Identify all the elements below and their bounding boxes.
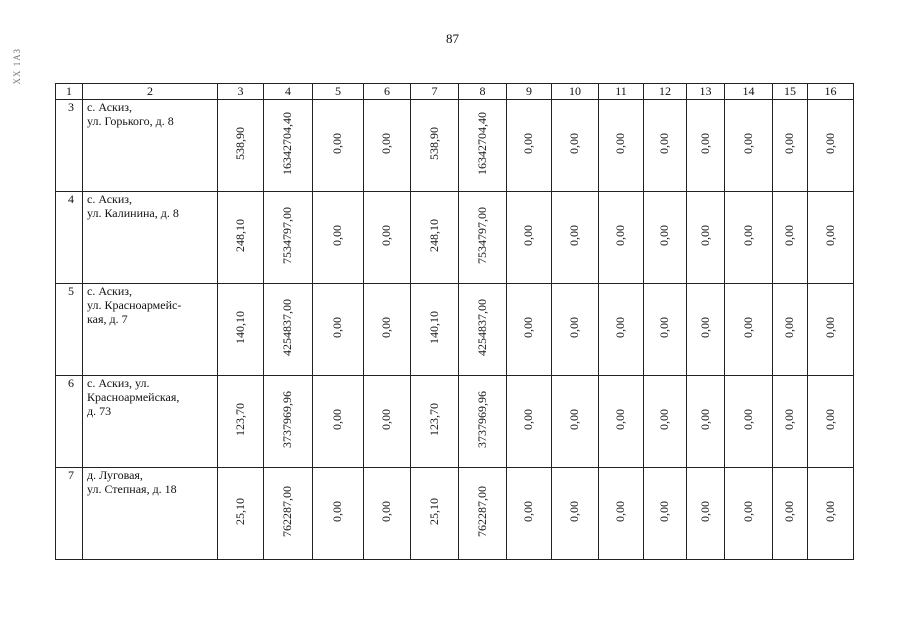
value-cell-col-4 [264, 192, 313, 284]
value-cell-col-4 [264, 284, 313, 376]
value-cell-col-9 [507, 284, 552, 376]
value-cell-col-8 [459, 376, 507, 468]
value-text: 0,00 [740, 225, 755, 247]
value-text: 0,00 [657, 133, 672, 155]
value-text: 4254837,00 [474, 299, 489, 357]
value-cell-col-8 [459, 468, 507, 560]
data-table [55, 83, 854, 560]
value-cell-col-13 [687, 284, 725, 376]
table-row [56, 100, 854, 192]
value-text: 0,00 [657, 317, 672, 339]
value-text: 0,00 [330, 225, 345, 247]
value-cell-col-6 [364, 100, 411, 192]
value-cell-col-10 [552, 192, 599, 284]
value-text: 140,10 [232, 311, 247, 345]
value-cell-col-3 [218, 284, 264, 376]
value-text: 0,00 [697, 501, 712, 523]
table-row [56, 376, 854, 468]
value-text: 7534797,00 [280, 207, 295, 265]
value-text: 16342704,40 [474, 112, 489, 176]
value-cell-col-15 [773, 100, 808, 192]
value-text: 0,00 [330, 133, 345, 155]
value-text: 3737969,96 [474, 391, 489, 449]
column-header-3: 3 [218, 84, 264, 100]
value-cell-col-6 [364, 376, 411, 468]
value-cell-col-16 [808, 284, 854, 376]
value-cell-col-4 [264, 100, 313, 192]
column-header-14: 14 [725, 84, 773, 100]
address-cell [83, 100, 218, 192]
value-cell-col-4 [264, 468, 313, 560]
value-text: 0,00 [657, 225, 672, 247]
value-text: 248,10 [232, 219, 247, 253]
table-header-row [56, 84, 854, 100]
address-line: ул. Красноармейс- [87, 297, 182, 312]
value-text: 0,00 [613, 133, 628, 155]
value-text: 123,70 [232, 403, 247, 437]
value-cell-col-5 [313, 100, 364, 192]
value-text: 0,00 [330, 317, 345, 339]
value-text: 538,90 [232, 127, 247, 161]
row-number: 7 [56, 468, 83, 560]
value-cell-col-3 [218, 100, 264, 192]
value-text: 0,00 [740, 317, 755, 339]
address-line: д. 73 [87, 403, 112, 418]
value-text: 762287,00 [474, 486, 489, 538]
address-cell [83, 192, 218, 284]
value-cell-col-15 [773, 376, 808, 468]
value-text: 0,00 [379, 409, 394, 431]
value-cell-col-7 [411, 376, 459, 468]
address-line: с. Аскиз, [87, 100, 133, 114]
value-text: 538,90 [426, 127, 441, 161]
value-text: 140,10 [426, 311, 441, 345]
address-line: ул. Калинина, д. 8 [87, 205, 179, 220]
value-cell-col-3 [218, 376, 264, 468]
value-text: 0,00 [822, 317, 837, 339]
value-cell-col-16 [808, 192, 854, 284]
address-line: ул. Горького, д. 8 [87, 113, 174, 128]
value-text: 0,00 [567, 225, 582, 247]
value-cell-col-5 [313, 284, 364, 376]
value-cell-col-3 [218, 192, 264, 284]
value-text: 25,10 [426, 498, 441, 526]
value-cell-col-10 [552, 468, 599, 560]
side-stamp: XX 1АЗ [12, 48, 22, 85]
value-cell-col-13 [687, 468, 725, 560]
value-text: 0,00 [567, 501, 582, 523]
row-number: 6 [56, 376, 83, 468]
address-cell [83, 376, 218, 468]
value-text: 0,00 [379, 317, 394, 339]
value-text: 0,00 [740, 409, 755, 431]
value-cell-col-6 [364, 468, 411, 560]
column-header-5: 5 [313, 84, 364, 100]
value-cell-col-9 [507, 192, 552, 284]
column-header-4: 4 [264, 84, 313, 100]
address-cell [83, 284, 218, 376]
column-header-2: 2 [83, 84, 218, 100]
value-cell-col-14 [725, 468, 773, 560]
value-text: 0,00 [782, 317, 797, 339]
value-text: 0,00 [567, 317, 582, 339]
value-cell-col-12 [644, 284, 687, 376]
value-cell-col-13 [687, 192, 725, 284]
value-text: 0,00 [697, 225, 712, 247]
page-number: 87 [446, 31, 459, 46]
value-cell-col-11 [599, 192, 644, 284]
value-text: 0,00 [697, 409, 712, 431]
value-text: 0,00 [613, 317, 628, 339]
value-cell-col-3 [218, 468, 264, 560]
value-cell-col-11 [599, 376, 644, 468]
value-cell-col-12 [644, 192, 687, 284]
value-text: 0,00 [567, 133, 582, 155]
value-cell-col-15 [773, 468, 808, 560]
column-header-12: 12 [644, 84, 687, 100]
value-text: 0,00 [697, 317, 712, 339]
value-cell-col-10 [552, 376, 599, 468]
value-cell-col-6 [364, 192, 411, 284]
value-cell-col-9 [507, 100, 552, 192]
column-header-16: 16 [808, 84, 854, 100]
value-cell-col-8 [459, 284, 507, 376]
table-body [56, 84, 854, 560]
value-cell-col-11 [599, 100, 644, 192]
value-text: 0,00 [379, 501, 394, 523]
column-header-11: 11 [599, 84, 644, 100]
column-header-9: 9 [507, 84, 552, 100]
value-cell-col-12 [644, 468, 687, 560]
value-cell-col-15 [773, 284, 808, 376]
value-text: 0,00 [521, 317, 536, 339]
value-text: 0,00 [657, 501, 672, 523]
value-text: 25,10 [232, 498, 247, 526]
value-text: 0,00 [613, 501, 628, 523]
value-text: 0,00 [521, 225, 536, 247]
value-text: 0,00 [613, 409, 628, 431]
value-cell-col-6 [364, 284, 411, 376]
column-header-6: 6 [364, 84, 411, 100]
row-number: 3 [56, 100, 83, 192]
value-text: 0,00 [379, 225, 394, 247]
value-text: 0,00 [697, 133, 712, 155]
column-header-10: 10 [552, 84, 599, 100]
column-header-15: 15 [773, 84, 808, 100]
value-text: 0,00 [521, 501, 536, 523]
value-cell-col-16 [808, 376, 854, 468]
value-cell-col-14 [725, 100, 773, 192]
value-cell-col-14 [725, 376, 773, 468]
address-cell [83, 468, 218, 560]
value-cell-col-7 [411, 284, 459, 376]
value-text: 0,00 [740, 133, 755, 155]
value-cell-col-14 [725, 192, 773, 284]
value-text: 0,00 [657, 409, 672, 431]
value-text: 7534797,00 [474, 207, 489, 265]
table-row [56, 468, 854, 560]
row-number: 4 [56, 192, 83, 284]
value-cell-col-4 [264, 376, 313, 468]
address-line: с. Аскиз, ул. [87, 376, 150, 390]
value-cell-col-5 [313, 468, 364, 560]
value-cell-col-10 [552, 100, 599, 192]
value-cell-col-7 [411, 468, 459, 560]
value-text: 0,00 [782, 133, 797, 155]
column-header-13: 13 [687, 84, 725, 100]
value-text: 0,00 [379, 133, 394, 155]
data-table-container [55, 83, 854, 560]
value-cell-col-16 [808, 100, 854, 192]
address-line: с. Аскиз, [87, 192, 133, 206]
value-text: 0,00 [521, 133, 536, 155]
value-text: 0,00 [822, 225, 837, 247]
value-text: 248,10 [426, 219, 441, 253]
value-text: 0,00 [782, 225, 797, 247]
column-header-1: 1 [56, 84, 83, 100]
address-line: ул. Степная, д. 18 [87, 481, 177, 496]
value-cell-col-12 [644, 100, 687, 192]
value-text: 0,00 [330, 409, 345, 431]
value-cell-col-7 [411, 100, 459, 192]
value-cell-col-16 [808, 468, 854, 560]
address-line: кая, д. 7 [87, 311, 128, 326]
value-cell-col-13 [687, 376, 725, 468]
value-text: 16342704,40 [280, 112, 295, 176]
address-line: Красноармейская, [87, 389, 180, 404]
column-header-8: 8 [459, 84, 507, 100]
value-cell-col-10 [552, 284, 599, 376]
value-text: 0,00 [330, 501, 345, 523]
value-text: 0,00 [613, 225, 628, 247]
value-text: 0,00 [782, 409, 797, 431]
value-cell-col-11 [599, 468, 644, 560]
value-cell-col-8 [459, 100, 507, 192]
column-header-7: 7 [411, 84, 459, 100]
address-line: д. Луговая, [87, 468, 143, 482]
value-cell-col-5 [313, 376, 364, 468]
value-text: 0,00 [822, 133, 837, 155]
value-text: 762287,00 [280, 486, 295, 538]
value-text: 0,00 [782, 501, 797, 523]
value-cell-col-15 [773, 192, 808, 284]
value-cell-col-5 [313, 192, 364, 284]
value-cell-col-7 [411, 192, 459, 284]
value-text: 0,00 [822, 501, 837, 523]
value-cell-col-11 [599, 284, 644, 376]
value-text: 4254837,00 [280, 299, 295, 357]
value-text: 0,00 [567, 409, 582, 431]
value-cell-col-9 [507, 468, 552, 560]
value-text: 0,00 [521, 409, 536, 431]
value-text: 123,70 [426, 403, 441, 437]
table-row [56, 284, 854, 376]
row-number: 5 [56, 284, 83, 376]
value-cell-col-12 [644, 376, 687, 468]
value-text: 0,00 [740, 501, 755, 523]
value-cell-col-8 [459, 192, 507, 284]
value-cell-col-9 [507, 376, 552, 468]
value-cell-col-14 [725, 284, 773, 376]
value-text: 0,00 [822, 409, 837, 431]
value-cell-col-13 [687, 100, 725, 192]
value-text: 3737969,96 [280, 391, 295, 449]
table-row [56, 192, 854, 284]
address-line: с. Аскиз, [87, 284, 133, 298]
